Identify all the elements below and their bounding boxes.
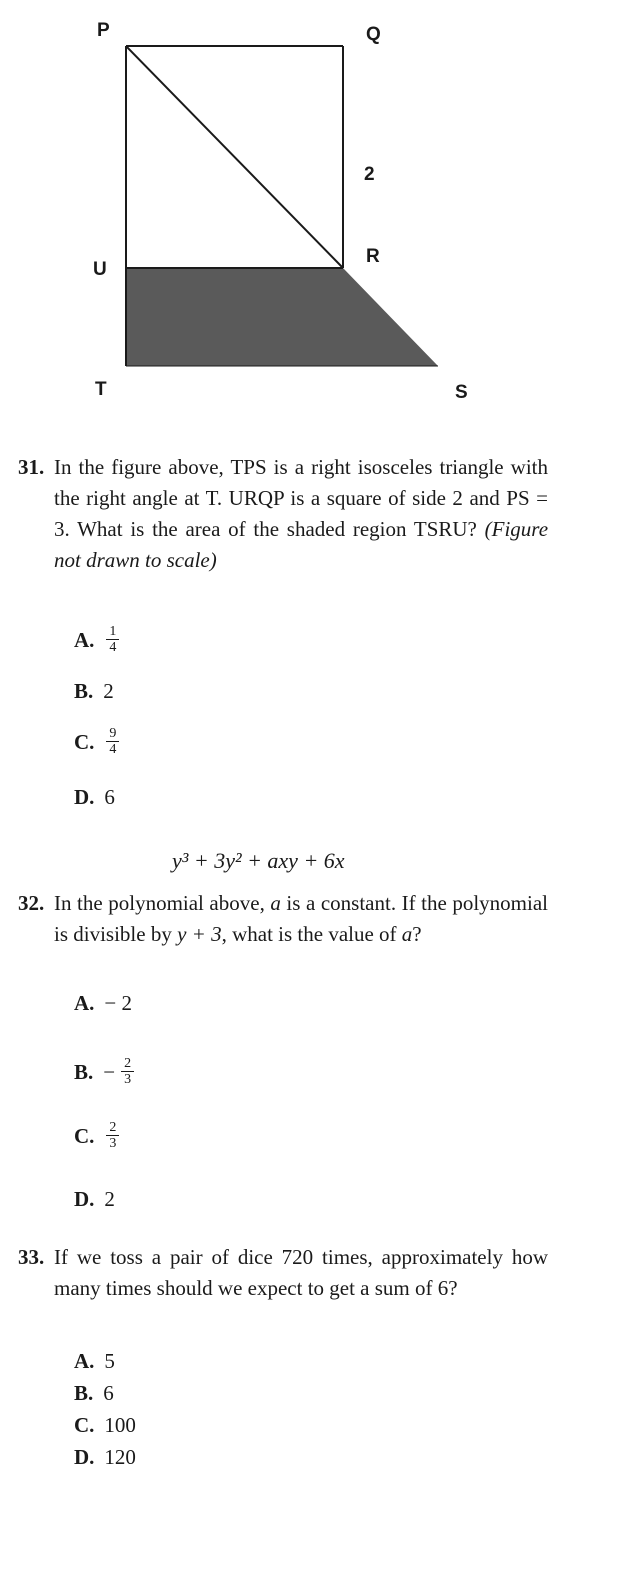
q33-option-d[interactable] xyxy=(74,1444,136,1470)
question-31-number: 31. xyxy=(18,455,45,479)
q31-option-b[interactable] xyxy=(74,678,114,704)
question-31-body: In the figure above, TPS is a right isosceles triangle with the right angle at T. URQP is a square of side 2 and PS = 3. What is the area of the shaded region TSRU? xyxy=(54,455,548,541)
question-32-text xyxy=(54,888,548,950)
denominator: 4 xyxy=(109,640,117,655)
label-q: Q xyxy=(366,24,381,45)
option-letter: C. xyxy=(74,1123,95,1148)
question-31-text xyxy=(54,452,548,576)
text-part: ? xyxy=(412,922,422,946)
option-value: − 2 xyxy=(104,991,133,1015)
label-t: T xyxy=(95,379,107,400)
numerator: 9 xyxy=(106,726,119,742)
option-letter: A. xyxy=(74,1349,95,1373)
minus-sign: − xyxy=(103,1059,116,1084)
text-part: , what is the value of xyxy=(221,922,397,946)
option-letter: C. xyxy=(74,1413,95,1437)
denominator: 3 xyxy=(124,1072,132,1087)
option-value: 6 xyxy=(104,785,115,809)
polynomial-expression: y³ + 3y² + axy + 6x xyxy=(172,848,345,873)
q31-option-c[interactable] xyxy=(74,726,121,757)
q33-option-a[interactable] xyxy=(74,1348,115,1374)
variable-a: a xyxy=(270,891,281,915)
q32-option-c[interactable] xyxy=(74,1120,121,1151)
q33-option-b[interactable] xyxy=(74,1380,114,1406)
denominator: 3 xyxy=(109,1136,117,1151)
question-33-text: If we toss a pair of dice 720 times, approximately how many times should we expect to get a sum of 6? xyxy=(54,1245,548,1300)
option-letter: C. xyxy=(74,729,95,754)
option-value: 6 xyxy=(103,1381,114,1405)
question-31 xyxy=(18,452,548,576)
denominator: 4 xyxy=(109,742,117,757)
option-letter: B. xyxy=(74,1381,94,1405)
label-s: S xyxy=(455,382,468,403)
q31-option-a[interactable] xyxy=(74,624,121,655)
option-letter: A. xyxy=(74,627,95,652)
option-value: 2 xyxy=(104,1187,115,1211)
option-letter: B. xyxy=(74,1059,94,1084)
geometry-figure xyxy=(0,0,633,420)
variable-a: a xyxy=(401,922,413,946)
question-33 xyxy=(18,1242,548,1304)
question-32 xyxy=(18,888,548,950)
segment-ps xyxy=(126,46,343,268)
question-31-note: (Figure not drawn to scale) xyxy=(54,517,549,572)
label-side-2: 2 xyxy=(364,164,375,185)
q32-option-a[interactable] xyxy=(74,990,132,1016)
option-value: 100 xyxy=(104,1413,136,1437)
question-33-number: 33. xyxy=(18,1245,45,1269)
option-letter: D. xyxy=(74,785,95,809)
q33-option-c[interactable] xyxy=(74,1412,136,1438)
numerator: 1 xyxy=(106,624,119,640)
question-32-number: 32. xyxy=(18,891,45,915)
text-part: In the polynomial above, xyxy=(54,891,265,915)
fraction xyxy=(106,726,119,757)
option-value: 5 xyxy=(104,1349,115,1373)
label-u: U xyxy=(93,259,107,280)
fraction xyxy=(106,624,119,655)
q32-option-d[interactable] xyxy=(74,1186,115,1212)
label-r: R xyxy=(366,246,380,267)
option-value: 120 xyxy=(104,1445,136,1469)
option-letter: B. xyxy=(74,679,94,703)
numerator: 2 xyxy=(106,1120,119,1136)
option-letter: D. xyxy=(74,1445,95,1469)
option-value: 2 xyxy=(103,679,114,703)
option-letter: D. xyxy=(74,1187,95,1211)
fraction xyxy=(106,1120,119,1151)
option-letter: A. xyxy=(74,991,95,1015)
numerator: 2 xyxy=(121,1056,134,1072)
shaded-region-tsru xyxy=(126,268,438,366)
label-p: P xyxy=(97,20,110,41)
q32-option-b[interactable] xyxy=(74,1056,136,1087)
text-part: is a constant. If the polynomial is divisible by xyxy=(54,891,548,946)
fraction xyxy=(121,1056,134,1087)
divisor-expression: y + 3 xyxy=(177,922,222,946)
q31-option-d[interactable] xyxy=(74,784,115,810)
